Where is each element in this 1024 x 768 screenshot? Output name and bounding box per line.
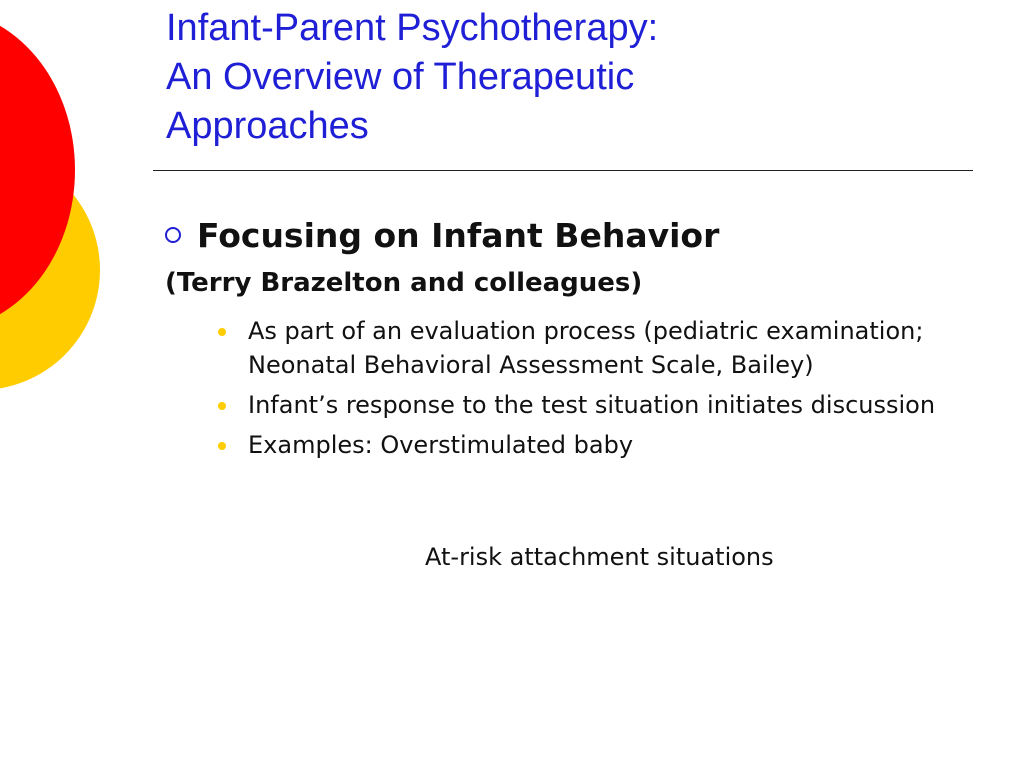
title-line-2: An Overview of Therapeutic <box>166 56 635 98</box>
bullet-item <box>218 428 938 462</box>
section-heading-row <box>165 213 719 257</box>
title-line-3: Approaches <box>166 105 369 147</box>
slide-title <box>166 4 658 151</box>
bullet-item <box>218 314 938 382</box>
title-line-1: Infant-Parent Psychotherapy: <box>166 7 659 49</box>
bullet-text: Examples: Overstimulated baby <box>248 431 634 459</box>
bullet-dot-icon <box>218 328 226 336</box>
bullet-item <box>218 388 938 422</box>
section-heading: Focusing on Infant Behavior <box>197 215 720 255</box>
bullet-dot-icon <box>218 442 226 450</box>
section-subheading: (Terry Brazelton and colleagues) <box>165 268 643 298</box>
bullet-text: As part of an evaluation process (pediatric examination; Neonatal Behavioral Assessment Scale, Bailey) <box>248 317 924 379</box>
hollow-circle-bullet-icon <box>165 227 181 243</box>
bullet-list <box>218 314 938 468</box>
bullet-text: Infant’s response to the test situation initiates discussion <box>248 391 936 419</box>
bullet-dot-icon <box>218 402 226 410</box>
bullet-continuation: At-risk attachment situations <box>425 543 774 571</box>
title-divider <box>153 170 973 171</box>
